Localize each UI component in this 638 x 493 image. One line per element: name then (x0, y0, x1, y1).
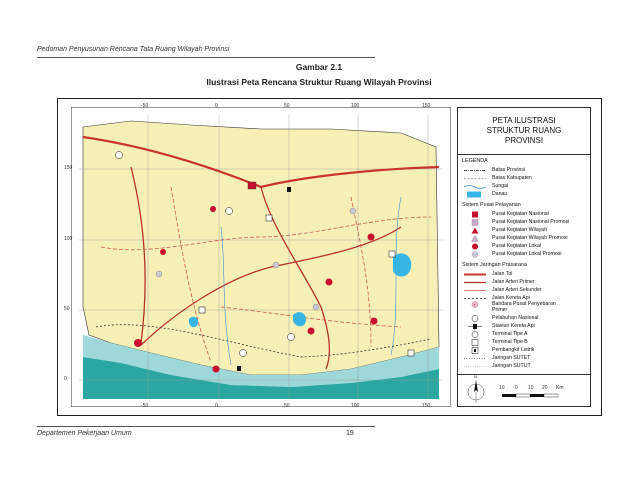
scale-label-2: 0 (515, 385, 518, 391)
scale-label-3: 10 (528, 385, 534, 391)
figure-title: Ilustrasi Peta Rencana Struktur Ruang Wilayah Provinsi (206, 77, 432, 87)
lake-west (189, 317, 198, 327)
terminal-a-icon (462, 331, 488, 338)
x-tick-bottom-4: 100 (351, 403, 360, 409)
power-plant (287, 187, 291, 192)
legend-panel (457, 107, 591, 407)
legend-item-terminal-a: Terminal Tipe A (462, 331, 590, 338)
pkl-promosi-circle-icon (462, 251, 488, 258)
footer-rule (37, 426, 375, 427)
legend-item-sutet: Jaringan SUTET (462, 355, 590, 362)
legend-item-arteri-primer: Jalan Arteri Primer (462, 279, 590, 286)
legend-divider-bottom (458, 374, 590, 375)
x-tick-bottom-2: 0 (215, 403, 218, 409)
legend-item-pkl: Pusat Kegiatan Lokal (462, 243, 590, 250)
legend-item-batas-kabupaten: Batas Kabupaten (462, 175, 590, 182)
power-plant-south (237, 366, 241, 371)
legend-item-sungai: Sungai (462, 183, 590, 190)
sutut-line-icon (462, 363, 488, 370)
legend-section-jaringan: Sistem Jaringan Prasarana (462, 262, 528, 268)
x-tick-bottom-3: 50 (284, 403, 290, 409)
secondary-road-icon (462, 287, 488, 294)
legend-item-sutut: Jaringan SUTUT (462, 363, 590, 370)
svg-text:+: + (473, 302, 476, 308)
legend-item-pelabuhan: Pelabuhan Nasional (462, 315, 590, 322)
scale-label-1: 10 (499, 385, 505, 391)
y-tick-4: 0 (64, 376, 67, 382)
legend-item-terminal-b: Terminal Tipe B (462, 339, 590, 346)
page-number: 19 (346, 430, 354, 437)
power-plant-icon (462, 347, 488, 354)
lake-icon (462, 191, 488, 198)
legend-item-bandara: + Bandara Pusat Penyebaran (462, 301, 590, 308)
figure-number: Gambar 2.1 (295, 62, 343, 72)
terminal-b-icon (462, 339, 488, 346)
pkl-circle-icon (462, 243, 488, 250)
running-header: Pedoman Penyusunan Rencana Tata Ruang Wilayah Provinsi (37, 46, 230, 53)
land-area (83, 121, 439, 375)
north-arrow-icon (464, 377, 488, 405)
pkn-square-icon (462, 211, 488, 218)
x-tick-top-2: 0 (215, 103, 218, 109)
legend-section-legenda: LEGENDA (462, 158, 488, 164)
x-tick-top-1: -50 (141, 103, 149, 109)
province-map (71, 107, 451, 407)
scale-label-4: 20 (542, 385, 548, 391)
legend-item-batas-provinsi: Batas Provinsi (462, 167, 590, 174)
pkn-promosi-square-icon (462, 219, 488, 226)
pkn-center (248, 182, 256, 189)
legend-item-danau: Danau (462, 191, 590, 198)
legend-item-pkl-promosi: Pusat Kegiatan Lokal Promosi (462, 251, 590, 258)
legend-item-arteri-sekunder: Jalan Arteri Sekunder (462, 287, 590, 294)
toll-road-icon (462, 271, 488, 278)
station-icon (462, 323, 488, 330)
north-label: N (474, 374, 477, 379)
x-tick-top-3: 50 (284, 103, 290, 109)
sutet-line-icon (462, 355, 488, 362)
y-tick-3: 50 (64, 306, 70, 312)
x-tick-top-4: 100 (351, 103, 360, 109)
legend-item-pkn-promosi: Pusat Kegiatan Nasional Promosi (462, 219, 590, 226)
map-frame (57, 98, 602, 416)
legend-item-pkw: Pusat Kegiatan Wilayah (462, 227, 590, 234)
regency-border-icon (462, 175, 488, 182)
pkw-triangle-icon (462, 227, 488, 234)
province-border-icon (462, 167, 488, 174)
y-tick-1: 150 (64, 165, 73, 171)
lake-east (393, 253, 411, 276)
legend-title: PETA ILUSTRASI STRUKTUR RUANG PROVINSI (486, 116, 562, 145)
legend-item-primer: Primer (492, 307, 508, 313)
port-icon (462, 315, 488, 322)
x-tick-bottom-1: -50 (141, 403, 149, 409)
legend-item-pkn: Pusat Kegiatan Nasional (462, 211, 590, 218)
x-tick-top-5: 150 (422, 103, 431, 109)
legend-item-jalan-tol: Jalan Tol (462, 271, 590, 278)
pkw-promosi-triangle-icon (462, 235, 488, 242)
legend-item-stasiun: Stasiun Kereta Api (462, 323, 590, 330)
footer-department: Departemen Pekerjaan Umum (37, 430, 132, 437)
river-icon (462, 183, 488, 190)
legend-item-kereta-api: Jalan Kereta Api (462, 295, 590, 302)
y-tick-2: 100 (64, 236, 73, 242)
scale-bar (500, 392, 580, 400)
scale-label-unit: Km (556, 385, 564, 391)
primary-road-icon (462, 279, 488, 286)
legend-divider (458, 154, 590, 155)
x-tick-bottom-5: 150 (422, 403, 431, 409)
legend-item-pkw-promosi: Pusat Kegiatan Wilayah Promosi (462, 235, 590, 242)
legend-section-pusat: Sistem Pusat Pelayanan (462, 202, 521, 208)
legend-item-pembangkit: Pembangkit Listrik (462, 347, 590, 354)
header-rule (37, 57, 375, 58)
